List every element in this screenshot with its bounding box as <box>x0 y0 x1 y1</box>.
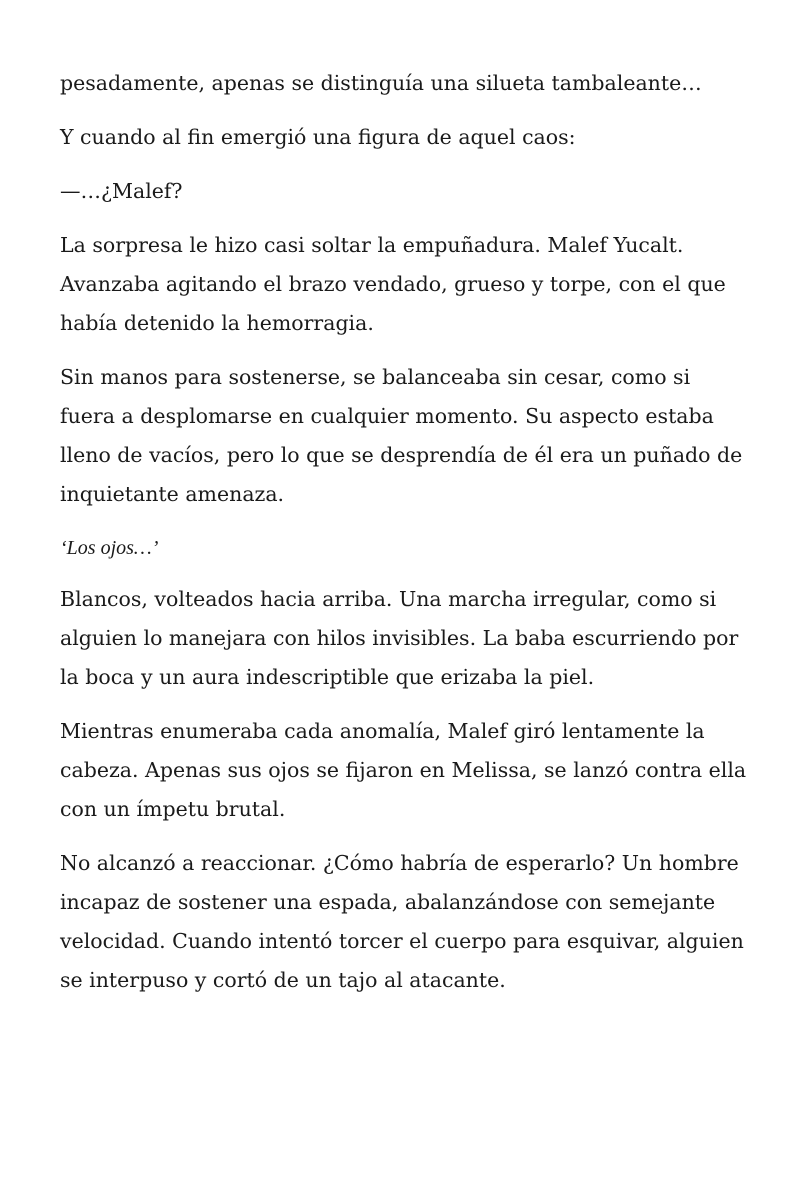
paragraph: Blancos, volteados hacia arriba. Una marcha irregular, como si alguien lo manejara con hilos invisibles. La baba escurriendo por la boca y un aura indescriptible que erizaba la piel. <box>60 587 739 689</box>
paragraph: La sorpresa le hizo casi soltar la empuñadura. Malef Yucalt. Avanzaba agitando el brazo vendado, grueso y torpe, con el que había detenido la hemorragia. <box>60 233 726 335</box>
paragraph: Sin manos para sostenerse, se balanceaba sin cesar, como si fuera a desplomarse en cualquier momento. Su aspecto estaba lleno de vacíos, pero lo que se desprendía de él era un puñado de inquietante amenaza. <box>60 365 743 506</box>
paragraph: Y cuando al fin emergió una figura de aquel caos: <box>60 125 576 149</box>
paragraph: Mientras enumeraba cada anomalía, Malef giró lentamente la cabeza. Apenas sus ojos se fijaron en Melissa, se lanzó contra ella con un ímpetu brutal. <box>60 719 747 821</box>
inner-thought: ‘Los ojos…’ <box>60 537 159 559</box>
reading-page <box>60 64 750 1015</box>
dialogue-line: —…¿Malef? <box>60 179 183 203</box>
paragraph: No alcanzó a reaccionar. ¿Cómo habría de esperarlo? Un hombre incapaz de sostener una espada, abalanzándose con semejante velocidad. Cuando intentó torcer el cuerpo para esquivar, alguien se interpuso y cortó de un tajo al atacante. <box>60 851 744 992</box>
paragraph: pesadamente, apenas se distinguía una silueta tambaleante… <box>60 71 702 95</box>
